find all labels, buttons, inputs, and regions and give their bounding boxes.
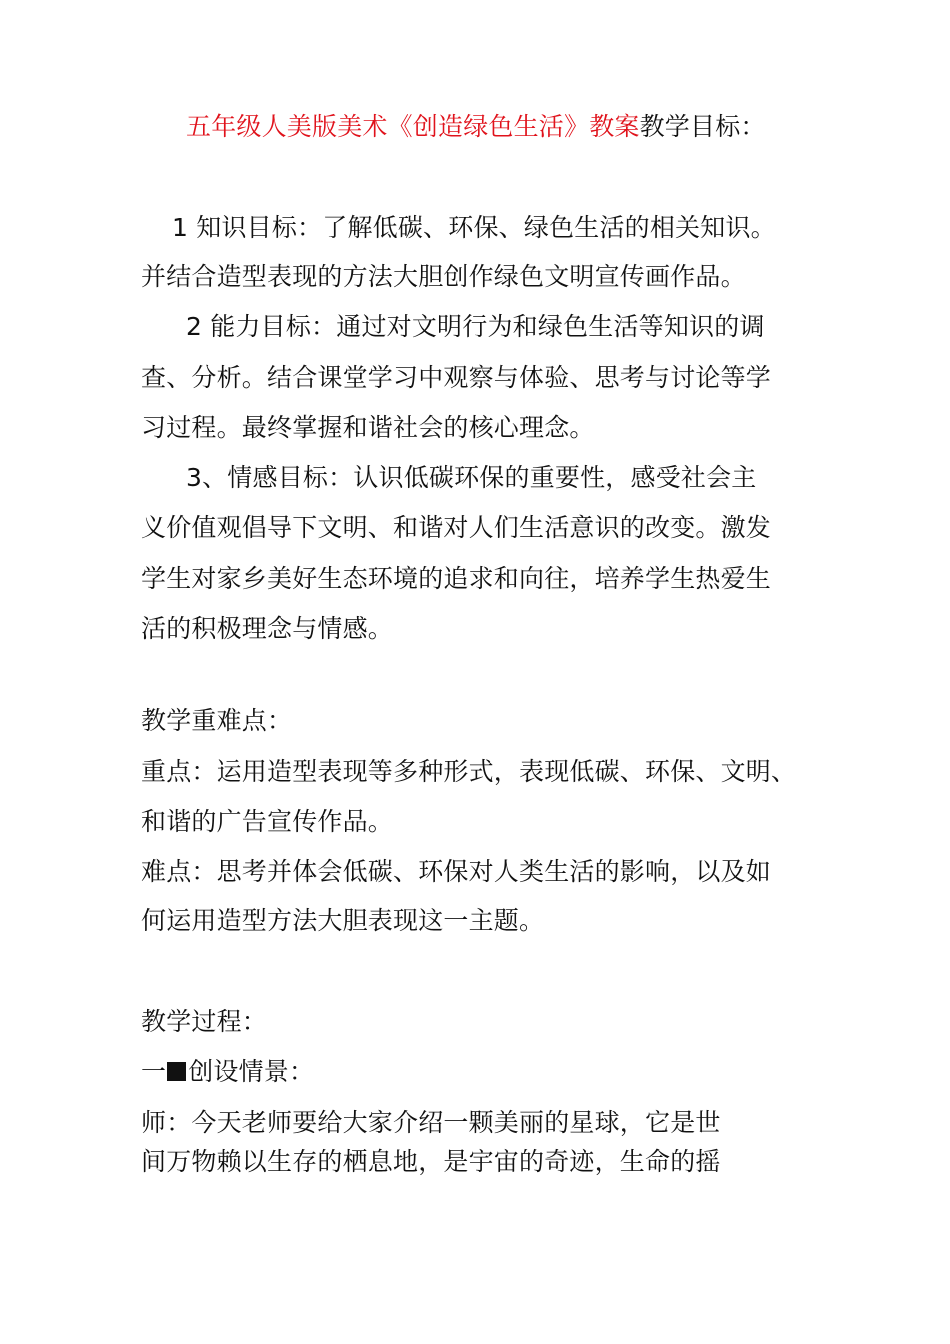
key-points-heading: 教学重难点： — [141, 706, 293, 735]
title-main: 五年级人美版美术《创造绿色生活》教案 — [186, 112, 640, 141]
objective-3-line-2: 义价值观倡导下文明、和谐对人们生活意识的改变。激发 — [141, 513, 772, 542]
objective-3-line-4: 活的积极理念与情感。 — [141, 614, 394, 643]
difficulty-line-1: 难点：思考并体会低碳、环保对人类生活的影响，以及如 — [141, 857, 772, 886]
objective-1-line-1: 1 知识目标：了解低碳、环保、绿色生活的相关知识。 — [172, 213, 776, 242]
objective-2-line-3: 习过程。最终掌握和谐社会的核心理念。 — [141, 413, 595, 442]
focus-line-1: 重点：运用造型表现等多种形式，表现低碳、环保、文明、 — [141, 757, 797, 786]
focus-line-2: 和谐的广告宣传作品。 — [141, 807, 394, 836]
process-heading: 教学过程： — [141, 1007, 268, 1036]
objective-1-line-2: 并结合造型表现的方法大胆创作绿色文明宣传画作品。 — [141, 262, 746, 291]
step-one-prefix: 一 — [141, 1057, 167, 1086]
black-square-icon — [167, 1062, 186, 1081]
difficulty-line-2: 何运用造型方法大胆表现这一主题。 — [141, 906, 545, 935]
step-one-label: 创设情景： — [188, 1057, 315, 1086]
teacher-line-1: 师：今天老师要给大家介绍一颗美丽的星球，它是世 — [141, 1108, 721, 1137]
step-one — [141, 1057, 314, 1087]
teacher-line-2: 间万物赖以生存的栖息地，是宇宙的奇迹，生命的摇 — [141, 1147, 721, 1176]
title-section-objectives: 教学目标： — [639, 112, 766, 141]
objective-2-line-2: 查、分析。结合课堂学习中观察与体验、思考与讨论等学 — [141, 363, 772, 392]
objective-3-line-1: 3、情感目标：认识低碳环保的重要性，感受社会主 — [186, 463, 757, 492]
objective-3-line-3: 学生对家乡美好生态环境的追求和向往，培养学生热爱生 — [141, 564, 772, 593]
objective-2-line-1: 2 能力目标：通过对文明行为和绿色生活等知识的调 — [186, 312, 765, 341]
document-title — [186, 112, 766, 142]
